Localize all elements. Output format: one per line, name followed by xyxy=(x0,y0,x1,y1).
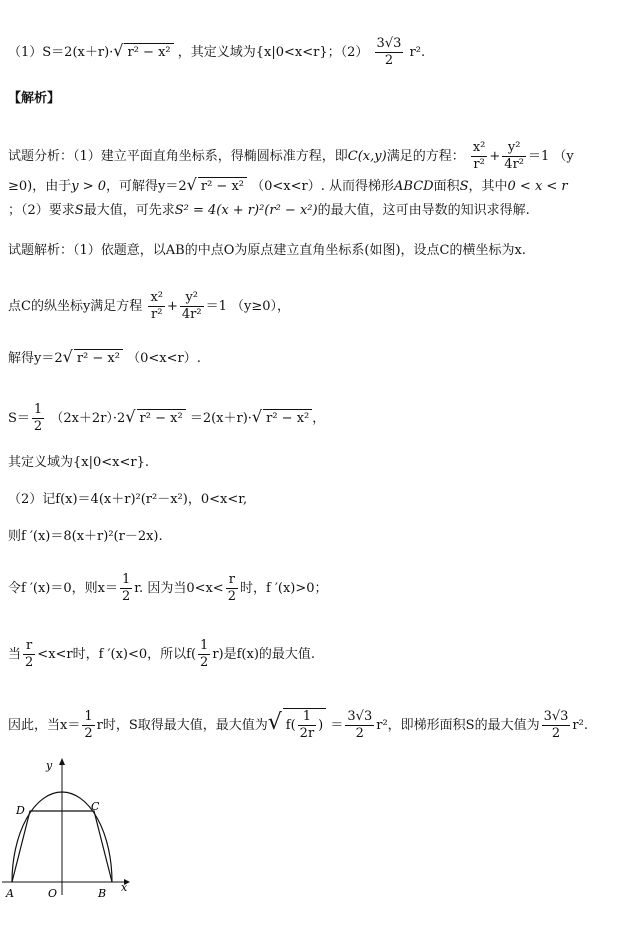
analysis-math: ABCD xyxy=(394,179,434,194)
label-C: C xyxy=(91,800,100,813)
solution-text: （2x＋2r）·2 xyxy=(50,411,126,426)
sqrt-symbol: √ xyxy=(62,347,73,366)
frac-num: y² xyxy=(502,140,526,157)
frac-num: 1 xyxy=(200,638,209,653)
frac-num: 3√3 xyxy=(543,709,569,724)
frac-num: y² xyxy=(180,290,204,307)
solution-line-7: 则f ′(x)＝8(x＋r)²(r－2x). xyxy=(8,529,163,544)
solution-line-1: 试题解析：（1）依题意，以AB的中点O为原点建立直角坐标系(如图)，设点C的横坐标为x. xyxy=(8,243,526,258)
analysis-text: 满足的方程： xyxy=(386,149,465,164)
analysis-text: （0<x<r）. 从而得梯形 xyxy=(251,179,395,194)
answer-frac-den: 2 xyxy=(384,53,394,68)
fraction xyxy=(148,290,165,323)
analysis-text: ；（2）要求 xyxy=(8,203,75,218)
frac-num: x² xyxy=(472,140,486,155)
label-D: D xyxy=(16,804,25,817)
fraction xyxy=(180,290,204,323)
radicand: r² − x² xyxy=(74,349,123,368)
answer-line xyxy=(8,36,425,69)
solution-text: （0<x<r）. xyxy=(127,351,201,366)
label-y: y xyxy=(46,759,53,772)
solution-text: 当 xyxy=(8,647,22,662)
solution-line-9 xyxy=(8,638,315,671)
analysis-line-1: 试题分析：（1）建立平面直角坐标系，得椭圆标准方程，即C(x,y)满足的方程： $\frac{\text{x²}}{\text{r²}}$ + $\frac{\text{y²}}{\text{4r²}}$ ＝1 （y xyxy=(8,140,574,172)
solution-line-5: 其定义域为{x|0<x<r}. xyxy=(8,455,149,470)
frac-den: 2 xyxy=(121,589,131,604)
frac-den: 4r² xyxy=(504,157,524,172)
frac-den: 2r xyxy=(299,726,315,741)
answer-fraction xyxy=(375,36,404,69)
answer-text-3: r². xyxy=(409,45,426,60)
solution-text: r. 因为当0<x< xyxy=(134,581,224,596)
solution-text: r)是f(x)的最大值. xyxy=(212,647,316,662)
solution-text: r时，S取得最大值，最大值为 xyxy=(96,718,268,733)
solution-text: ， xyxy=(312,411,326,426)
analysis-text: ＝1 （y xyxy=(528,149,574,164)
radicand: r² − x² xyxy=(263,409,312,428)
frac-num: r xyxy=(226,572,238,589)
analysis-text: ≥0)，由于 xyxy=(8,179,72,194)
label-B: B xyxy=(98,887,107,900)
frac-den: 2 xyxy=(200,655,209,670)
fraction xyxy=(82,709,94,742)
solution-text: 解得y＝2 xyxy=(8,351,63,366)
analysis-point: C(x,y) xyxy=(347,149,387,164)
solution-text: 因此，当x＝ xyxy=(8,718,81,733)
radicand: f( $\frac{1}{2r}$ ) xyxy=(283,708,326,742)
frac-den: 2 xyxy=(551,726,561,741)
analysis-text: 最大值，可先求 xyxy=(83,203,175,218)
sqrt-symbol: √ xyxy=(125,407,136,426)
frac-den: r² xyxy=(473,157,485,172)
fraction xyxy=(120,572,132,605)
answer-text-1: （1）S＝2(x＋r)· xyxy=(8,45,114,60)
frac-den: r² xyxy=(150,307,163,322)
solution-line-10 xyxy=(8,708,588,742)
solution-line-6: （2）记f(x)＝4(x＋r)²(r²－x²)，0<x<r, xyxy=(8,492,248,507)
frac-num: x² xyxy=(150,290,163,305)
solution-text: <x<r时，f ′(x)<0，所以f( xyxy=(37,647,197,662)
solution-text: S＝ xyxy=(8,411,30,426)
frac-num: 3√3 xyxy=(347,709,373,724)
frac-num: r xyxy=(23,638,35,655)
analysis-math: S xyxy=(459,179,469,194)
solution-text: ＝ xyxy=(330,718,344,733)
analysis-text: ，可解得y＝2 xyxy=(106,179,187,194)
y-axis-arrow xyxy=(59,758,65,765)
func-f: f xyxy=(285,718,291,733)
solution-text: r²，即梯形面积S的最大值为 xyxy=(376,718,540,733)
label-x: x xyxy=(121,881,128,894)
fraction xyxy=(23,638,35,671)
frac-den: 2 xyxy=(227,589,236,604)
answer-radicand: r² − x² xyxy=(124,43,173,62)
analysis-math: 0 < x < r xyxy=(507,179,568,194)
frac-num: 1 xyxy=(84,709,93,724)
frac-den: 2 xyxy=(84,726,93,741)
fraction xyxy=(198,638,210,671)
frac-den: 2 xyxy=(25,655,34,670)
fraction xyxy=(298,709,317,742)
frac-den: 2 xyxy=(355,726,364,741)
frac-den: 2 xyxy=(33,419,43,434)
solution-line-8 xyxy=(8,572,328,605)
trapezoid-figure xyxy=(0,755,150,900)
sqrt-symbol: √ xyxy=(267,710,282,735)
analysis-text: 的最大值，这可由导数的知识求得解. xyxy=(317,203,530,218)
section-heading: 【解析】 xyxy=(8,91,61,106)
analysis-text: 面积 xyxy=(433,179,460,194)
sqrt-symbol: √ xyxy=(113,41,124,60)
analysis-line-3 xyxy=(8,202,530,220)
fraction xyxy=(32,402,44,435)
fraction xyxy=(502,140,526,173)
label-O: O xyxy=(48,887,58,900)
solution-text: ＝1 （y≥0）， xyxy=(205,299,291,314)
fraction xyxy=(345,709,374,742)
fraction xyxy=(226,572,238,605)
sqrt-symbol: √ xyxy=(251,407,263,426)
solution-text: 点C的纵坐标y满足方程 xyxy=(8,299,143,314)
sqrt-symbol: √ xyxy=(186,175,197,194)
frac-den: 4r² xyxy=(181,307,202,322)
analysis-text: 试题分析：（1）建立平面直角坐标系，得椭圆标准方程，即 xyxy=(8,149,348,164)
analysis-math: S xyxy=(74,203,84,218)
answer-frac-num: 3√3 xyxy=(376,36,402,51)
frac-num: 1 xyxy=(121,572,131,587)
answer-text-2: ，其定义域为{x|0<x<r}；（2） xyxy=(177,45,369,60)
solution-text: r². xyxy=(572,718,588,733)
radicand: r² − x² xyxy=(137,409,186,428)
fraction xyxy=(542,709,571,742)
analysis-text: ，其中 xyxy=(468,179,508,194)
solution-line-3 xyxy=(8,348,201,368)
solution-line-4 xyxy=(8,402,325,435)
solution-line-2: 点C的纵坐标y满足方程 $\frac{\text{x²}}{\text{r²}}$ + $\frac{\text{y²}}{\text{4r²}}$ ＝1 （y≥0）， xyxy=(8,290,291,322)
label-A: A xyxy=(6,887,14,900)
solution-text: 令f ′(x)＝0，则x＝ xyxy=(8,581,118,596)
analysis-math: S² = 4(x + r)²(r² − x²) xyxy=(174,203,318,218)
analysis-math: y > 0 xyxy=(71,179,107,194)
solution-text: ＝2(x＋r)· xyxy=(189,411,252,426)
analysis-line-2 xyxy=(8,176,568,196)
radicand: r² − x² xyxy=(198,177,247,196)
solution-text: 时，f ′(x)>0； xyxy=(240,581,328,596)
frac-num: 1 xyxy=(298,709,317,726)
fraction xyxy=(471,140,488,173)
frac-num: 1 xyxy=(33,402,43,417)
